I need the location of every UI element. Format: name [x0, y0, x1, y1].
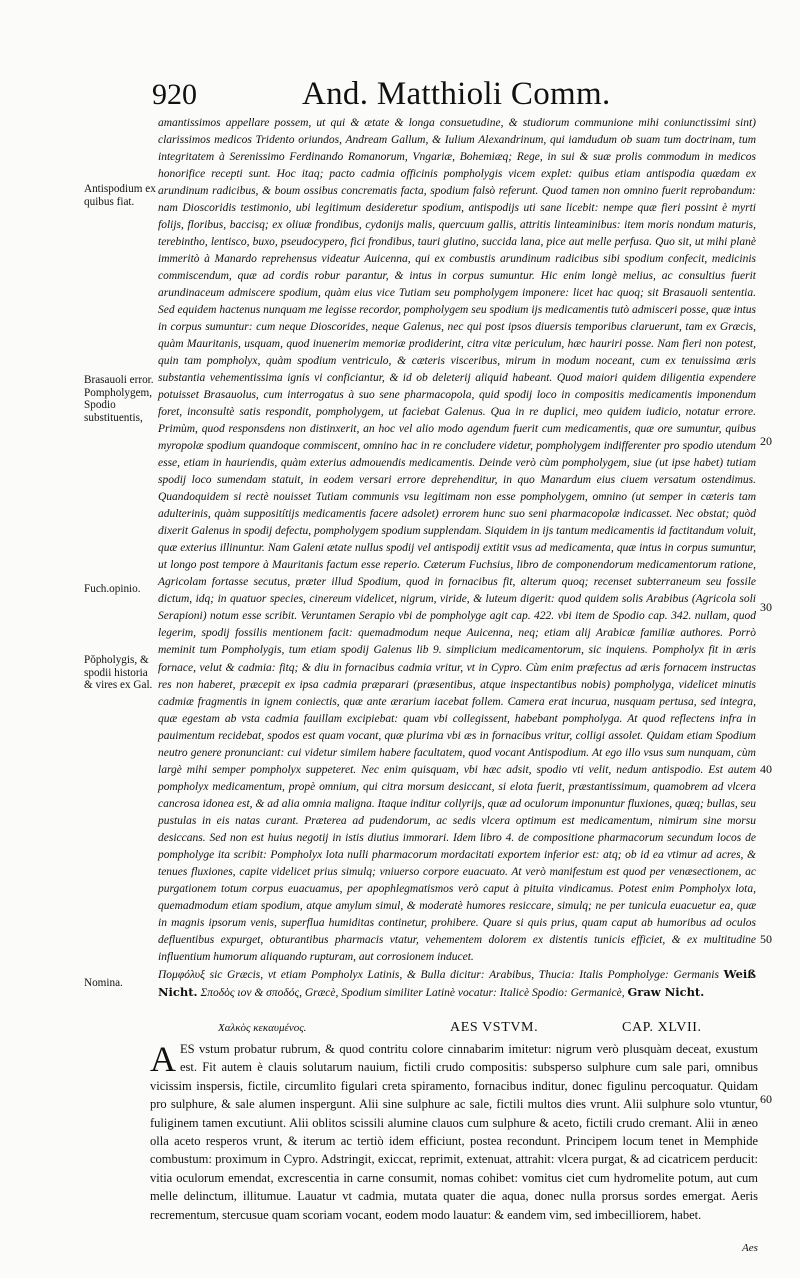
- margin-note-pompholygis: Pŏpholygis, & spodii historia & vires ex Gal.: [84, 654, 153, 692]
- margin-note-antispodium: Antispodium ex quibus fiat.: [84, 183, 156, 208]
- section-heading: [150, 1020, 760, 1040]
- line-number-40: 40: [760, 762, 772, 776]
- chapter-text: [150, 1040, 758, 1224]
- margin-note-nomina: Nomina.: [84, 977, 123, 989]
- german-name-2: Graw Nicht.: [627, 984, 705, 999]
- line-number-20: 20: [760, 434, 772, 448]
- page-header: [152, 78, 762, 118]
- line-number-60: 60: [760, 1092, 772, 1106]
- margin-note-brasauoli: Brasauoli error. Pompholygem, Spodio substituentis,: [84, 374, 154, 424]
- greek-names: Πομφόλυξ sic Græcis, vt etiam Pompholyx Latinis, & Bulla dicitur: Arabibus, Thucia: Italis Pompholyge: Germanis: [158, 968, 719, 981]
- names-paragraph: [158, 966, 756, 1002]
- line-number-30: 30: [760, 600, 772, 614]
- chapter-body: ES vstum probatur rubrum, & quod contritu colore cinnabarim imitetur: nigrum verò plusquàm deceat, exustum est. Fit autem è clauis solutarum nauium, fictili crudo compositis: subsperso sulphure cum sale pari, omnibus vicissim inspersis, fictile, circumlito figulari creta spiramento, fornacibus inditur, donec figulinu percoquatur. Quidam pro sulphure, & sale alumen inspergunt. Alii sine sulphure ac sale, fictili multos dies vrunt. Alii sulphure solo vtuntur, fuliginem tamen excutiunt. Alii oblitos scissili alumine clauos cum sulphure & aceto, fictili crudo cremant. Alii in æneo olla aceto resperos vrunt, & iterum ac tertiò idem efficiunt, postea recondunt. Principem locum tenet in Memphide combustum: proximum in Cypro. Adstringit, exiccat, reprimit, extenuat, attrahit: vlcera purgat, & ad cicatricem perducit: vitia oculorum emendat, excrescentia in carne consumit, nomas cohibet: vomitus ciet cum hydromelite potum, aut cum melle delinctum, illitumue. Lauatur vt cadmia, mutata quater die aqua, donec nulla prorsus sordes emergat. Aeris recrementum, stercusue quam scoriam vocant, eodem modo lauatur: & eandem vim, sed imbecilliorem, habet.: [150, 1042, 758, 1222]
- spodos-names: Σποδὸς ιον & σποδός, Græcè, Spodium similiter Latinè vocatur: Italicè Spodio: Germanicè,: [200, 986, 625, 999]
- commentary-paragraph: amantissimos appellare possem, ut qui & ætate & longa consuetudine, & studiorum communione mihi coniunctissimi sint) clarissimos medicos Tridento oriundos, Andream Gallum, & Iulium Alexandrinum, qui iamdudum ob suam tum doctrinam, tum integritatem à Serenissimo Ferdinando Romanorum, Vngariæ, Bohemiæq; Rege, in sui & suæ prolis commodum in medicos honorifice recepti sunt. Hoc itaq; pacto cadmia officinis pompholygis vicem explet: quibus etiam antispodia quædam ex arundinum radicibus, & boum ossibus concrematis facta, spodium falsò referunt. Quod tamen non omnino fuerit reprobandum: nam Dioscoridis testimonio, ubi legitimum desideretur spodium, antispodijs uti sane licebit: nempe quæ fieri possint è myrti folijs, floribus, baccisq; ex oliuæ frondibus, cydonijs malis, quercuum gallis, attritis linteaminibus: item moris nondum maturis, terebintho, lentisco, buxo, pseudocypero, fici frondibus, tauri glutino, succida lana, pice aut melle perfusa. Quo sit, ut mihi planè immeritò à Manardo reprehensus videatur Auicenna, qui ex combustis arundinum radicibus sibi spodium confecit, medicinis commiscendum, quæ ad cordis robur parantur, & intus in corpus sumuntur. Hic enim longè melius, ac consultius fuerit arundinaceum admiscere spodium, quàm eius vice Tutiam seu pompholygem imponere: licet hac quoq; sit Brasauoli sententia. Sed equidem hactenus nunquam me legisse recordor, pompholygem seu spodium ijs medicamentis tutò admisceri posse, quæ intus in corpus sumuntur: cum neque Dioscorides, neque Galenus, nec qui post ipsos diuersis temporibus claruerunt, tam ex Græcis, quàm Mauritanis, usquam, quod inuenerim memoriæ prodiderint, citra vitæ periculum, hæc hauriri posse. Nam fieri non potest, quin tam pompholyx, quàm spodium ventriculo, & cæteris visceribus, mirum in modum noceant, cum ex tenuissima æris substantia vehementissima ignis vi conficiantur, & id ob deleterij aliquid habeant. Quod maiori quidem diligentia expendere potuisset Brasauolus, cum interrogatus à suo sene pharmacopola, quid spodij loco in compositis medicamentis imponendum foret, inconsultè satis respondit, pompholygem, ut faciebat Galenus. Qua in re duplici, meo quidem iudicio, notatur errore. Primùm, quod responsdens non distinxerit, an hoc vel alio modo agendum fuerit cum medicamentis, quæ ore sumuntur, quibus myropolæ spodium quandoque commiscent, omnino hac in re concludere videtur, pompholygem indifferenter pro spodio utendum esse, etiam in hauriendis, quàm exterius admouendis medicamentis. Deinde verò cùm pompholygem, siue (ut ipse habet) tutiam spodij loco sumendam statuit, in eodem versari errore deprehenditur, in quo Manardum eius ciuem versatum ostendimus. Quandoquidem si rectè nouisset Tutiam communis vsu legitimam non esse pompholygem, omnino (ut semper in cæteris tam adulterinis, quàm suppositítijs medicamentis facere adsolet) errorem hunc suo seni pharmacopolæ indicasset. Nec obstat; quòd dixerit Galenus in spodij defectu, pompholygem spodium supplendam. Siquidem in ijs tantum medicamentis id factitandum voluit, quæ exterius illinuntur. Nam Galeni ætate nullus spodij vel antispodij extitit vsus ad medicamenta, quæ intus in corpus sumuntur, ut longo post tempore à Mauritanis factum esse reperio. Cæterum Fuchsius, libro de componendorum medicamentorum ratione, Agricolam fortasse secutus, præter illud Spodium, quod in fornacibus fit, alterum quoq; recenset subterraneum seu fossile dictum, idq; in quatuor species, cinereum videlicet, nigrum, viride, & luteum digerit: quod quidem solis Arabibus (Agricola soli Serapioni) notum esse scribit. Veruntamen Serapio vbi de pompholyge agit cap. 422. vbi item de Spodio cap. 342. nullam, quod legerim, spodij fossilis mentionem facit: quemadmodum neque Auicenna, neq; etiam alij Arabicæ familiæ authores. Porrò meminit tum Pompholygis, tum etiam spodij Galenus lib 9. simplicium medicamentorum, sic inquiens. Pompholyx fit in æris fornace, velut & cadmia: fitq; & diu in fornacibus cadmia vritur, vt in Cypro. Cùm enim præfectus ad æris fornacem instructas res non haberet, præcepit ex ipsa cadmia præparari (præsentibus, atque inspectantibus nobis) pompholyga, videlicet minutis cadmiæ fragmentis in ignem coniectis, quæ ante ærarium iacebat follem. Camera erat incurua, nusquam pertusa, sed integra, quæ egestam ab vsta cadmia fauillam excipiebat: quam vbi collegissent, habebant pompholyga. At quod reflectens infra in pauimentum recidebat, spodos est quam vocant, quæ plurima vbi æs in fornacibus vritur, colligi assolet. Quidam etiam Spodium neutro genere pronunciant: cui videtur similem habere facultatem, quod vocant Antispodium. At ego illo vsus sum nunquam, cùm largè mihi semper pompholyx suppeteret. Nec enim quisquam, vbi hæc adsit, spodio vti velit, nedum antispodio. Est autem pompholyx medicamentum, propè omnium, qui citra morsum desiccant, si elota fuerit, præstantissimum, quamobrem ad vlcera cancrosa idonea est, & ad alia omnia maligna. Itaque inditur collyrijs, quæ ad oculorum imponuntur fluxiones, quæq; bullas, seu pustulas in eis natas curant. Præterea ad pudendorum, ac sedis vlcera optimum est medicamentum, nimirum sine morsu desiccans. Sed non est huius negotij in istis diutius immorari. Idem libro 4. de compositione pharmacorum secundum locos de pompholyge ita scribit: Pompholyx lota nulli pharmacorum mordacitati exportem inferior est: atq; ob id ea vtimur ad acres, & tenues fluxiones, capite videlicet prius simulq; vniuerso corpore euacuato. At verò manifestum est quod per venæsectionem, ac purgationem totum corpus euacuamus, per apophlegmatismos verò caput à pituita vindicamus. Potest enim Pompholyx lota, quemadmodum etiam spodium, atque amylum simul, & moderatè humores resiccare, simulq; ne per tunicula euacuetur ea, quæ in magnis ipsorum venis, superflua humiditas continetur, prohibere. Quare si quis prius, quam caput ab humoribus ad oculos defluentibus expurget, obturantibus pharmacis vtatur, vehementem dolorem ex distentis tunicis efficiet, & ex multitudine influentium humorum aliquando rupturam, aut corrosionem inducet.: [158, 117, 756, 963]
- line-number-50: 50: [760, 932, 772, 946]
- running-title: And. Matthioli Comm.: [302, 76, 611, 112]
- chapter-number: CAP. XLVII.: [622, 1020, 702, 1035]
- page-number: 920: [152, 78, 197, 111]
- chapter-paragraph: [150, 1040, 758, 1224]
- greek-title: Χαλκὸς κεκαυμένος.: [218, 1022, 307, 1034]
- section-title: AES VSTVM.: [450, 1020, 539, 1035]
- german-name-1: Weiß Nicht.: [158, 966, 757, 999]
- commentary-text: [158, 115, 756, 1002]
- catchword: Aes: [742, 1242, 758, 1254]
- margin-note-fuchsius: Fuch.opinio.: [84, 583, 141, 595]
- drop-cap: A: [150, 1039, 176, 1079]
